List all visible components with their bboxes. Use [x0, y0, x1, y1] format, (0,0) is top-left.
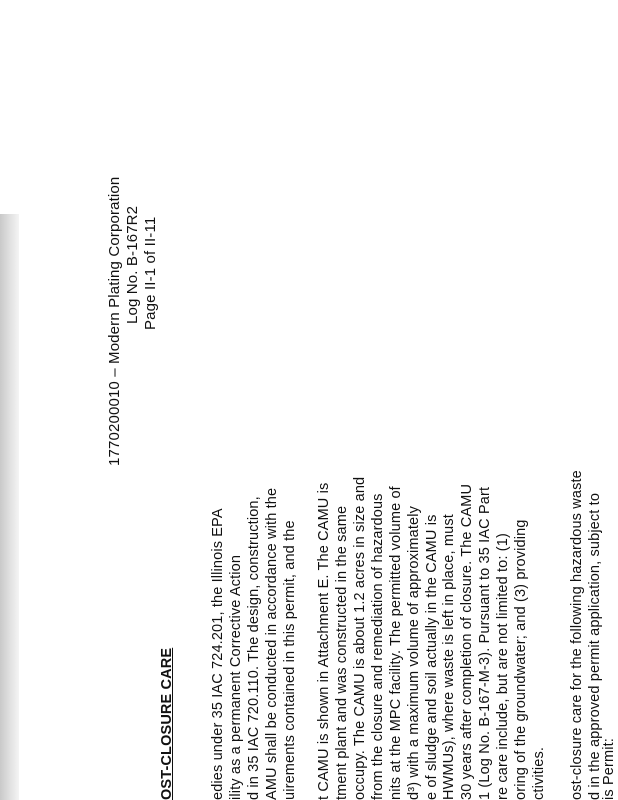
- header-page-number: Page II-1 of II-11: [142, 216, 159, 330]
- paragraph-3-line-3: 1 (Log No. B-167-M-3). Pursuant to 35 IAC Part: [477, 486, 493, 800]
- paragraph-1-line-2: ility as a permanent Corrective Action: [228, 554, 244, 800]
- paragraph-1-line-5: uirements contained in this permit, and the: [282, 520, 298, 800]
- paragraph-2-line-2: tment plant and was constructed in the same: [334, 505, 350, 800]
- paragraph-1-line-3: d in 35 IAC 720.110. The design, construction,: [246, 496, 262, 800]
- paragraph-2-line-4: from the closure and remediation of hazardous: [370, 493, 386, 800]
- paragraph-2-line-3: occupy. The CAMU is about 1.2 acres in size and: [352, 476, 368, 800]
- paragraph-3-line-4: re care include, but are not limited to: (1): [495, 533, 511, 800]
- paragraph-2-line-6: d³) with a maximum volume of approximately: [406, 506, 422, 800]
- paragraph-1-line-1: edies under 35 IAC 724.201, the Illinois EPA: [210, 508, 226, 800]
- paragraph-2-line-1: t CAMU is shown in Attachment E. The CAMU is: [316, 482, 332, 800]
- paragraph-1-line-4: AMU shall be conducted in accordance with the: [264, 487, 280, 800]
- section-heading: OST-CLOSURE CARE: [159, 647, 175, 800]
- header-facility-id: 1770200010 – Modern Plating Corporation: [106, 176, 123, 466]
- paragraph-3-line-6: ctivities.: [531, 746, 547, 800]
- header-log-number: Log No. B-167R2: [124, 205, 141, 324]
- paragraph-3-line-5: oring of the groundwater; and (3) providing: [513, 519, 529, 800]
- paragraph-2-line-5: nits at the MPC facility. The permitted volume of: [388, 486, 404, 800]
- paragraph-4-line-1: ost-closure care for the following hazardous waste: [569, 470, 585, 800]
- paragraph-3-line-1: HWMUs), where waste is left in place, must: [441, 514, 457, 800]
- paragraph-4-line-3: is Permit:: [601, 738, 617, 800]
- paragraph-4-line-2: d in the approved permit application, subject to: [587, 492, 603, 800]
- paragraph-2-line-7: e of sludge and soil actually in the CAMU is: [424, 514, 440, 800]
- paragraph-3-line-2: 30 years after completion of closure. The CAMU: [459, 483, 475, 800]
